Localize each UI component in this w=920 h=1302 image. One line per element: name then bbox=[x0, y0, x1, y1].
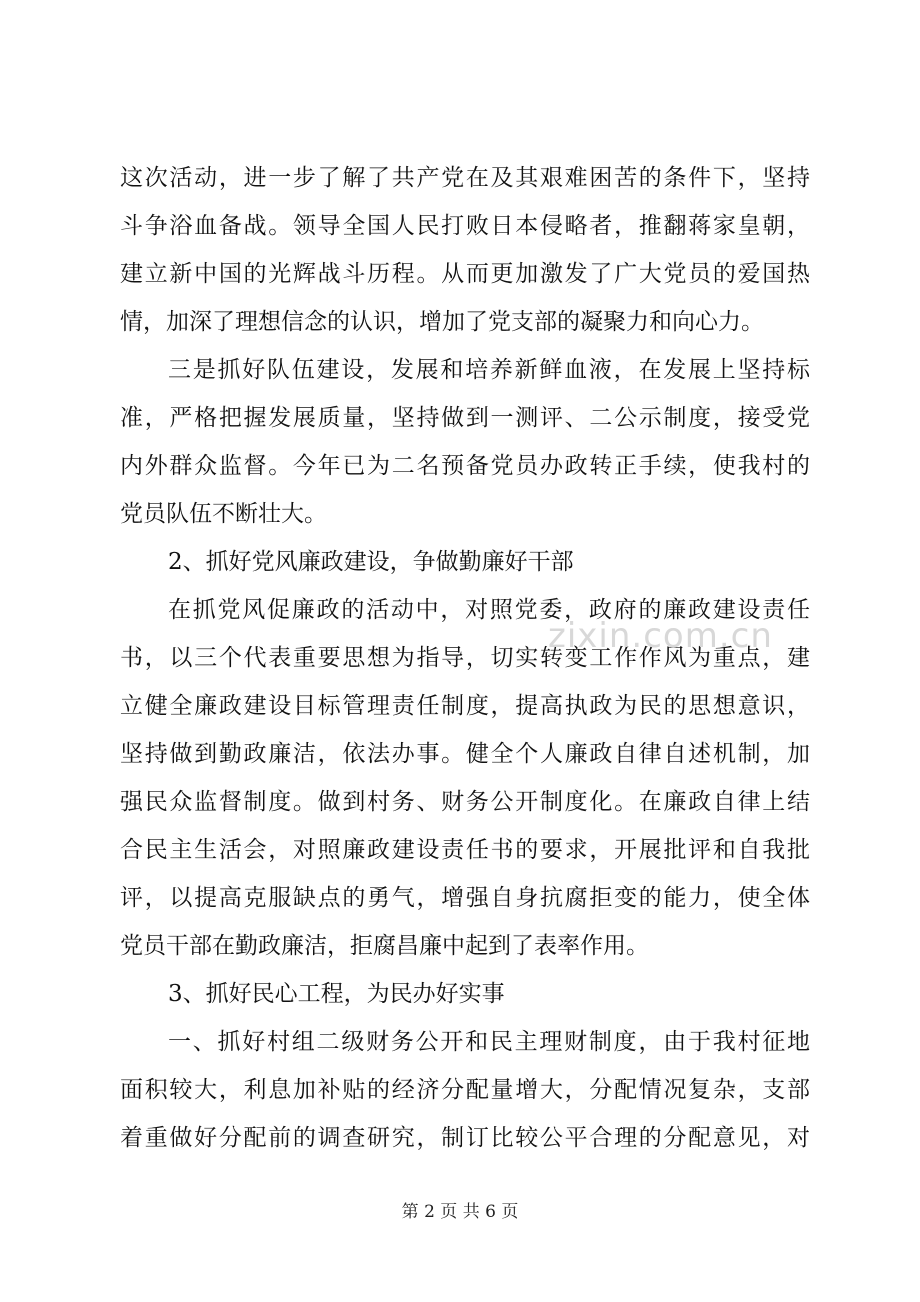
text-line: 着重做好分配前的调查研究，制订比较公平合理的分配意见，对 bbox=[120, 1125, 810, 1151]
text-line: 这次活动，进一步了解了共产党在及其艰难困苦的条件下，坚持 bbox=[120, 165, 810, 191]
text-line: 在抓党风促廉政的活动中，对照党委，政府的廉政建设责任 bbox=[168, 597, 810, 623]
watermark: zixin.com.cn bbox=[548, 616, 773, 656]
text-line: 一、抓好村组二级财务公开和民主理财制度，由于我村征地 bbox=[168, 1029, 810, 1055]
text-line: 情，加深了理想信念的认识，增加了党支部的凝聚力和向心力。 bbox=[120, 309, 764, 335]
text-line: 党员干部在勤政廉洁，拒腐昌廉中起到了表率作用。 bbox=[120, 933, 649, 959]
text-line: 立健全廉政建设目标管理责任制度，提高执政为民的思想意识， bbox=[120, 693, 810, 719]
text-line: 党员队伍不断壮大。 bbox=[120, 501, 327, 527]
text-line: 评，以提高克服缺点的勇气，增强自身抗腐拒变的能力，使全体 bbox=[120, 885, 810, 911]
text-line: 合民主生活会，对照廉政建设责任书的要求，开展批评和自我批 bbox=[120, 837, 810, 863]
text-line: 强民众监督制度。做到村务、财务公开制度化。在廉政自律上结 bbox=[120, 789, 810, 815]
text-line: 准，严格把握发展质量，坚持做到一测评、二公示制度，接受党 bbox=[120, 405, 810, 431]
section-heading: 2、抓好党风廉政建设，争做勤廉好干部 bbox=[168, 549, 574, 575]
section-heading: 3、抓好民心工程，为民办好实事 bbox=[168, 981, 505, 1007]
text-line: 斗争浴血备战。领导全国人民打败日本侵略者，推翻蒋家皇朝， bbox=[120, 213, 810, 239]
text-line: 面积较大，利息加补贴的经济分配量增大，分配情况复杂，支部 bbox=[120, 1077, 810, 1103]
page-number-footer: 第 2 页 共 6 页 bbox=[401, 1202, 519, 1222]
document-body bbox=[120, 160, 810, 1168]
text-line: 建立新中国的光辉战斗历程。从而更加激发了广大党员的爱国热 bbox=[120, 261, 810, 287]
text-line: 三是抓好队伍建设，发展和培养新鲜血液，在发展上坚持标 bbox=[168, 357, 810, 383]
text-line: 坚持做到勤政廉洁，依法办事。健全个人廉政自律自述机制，加 bbox=[120, 741, 810, 767]
text-line: 内外群众监督。今年已为二名预备党员办政转正手续，使我村的 bbox=[120, 453, 810, 479]
text-line: 书，以三个代表重要思想为指导，切实转变工作作风为重点，建 bbox=[120, 645, 810, 671]
